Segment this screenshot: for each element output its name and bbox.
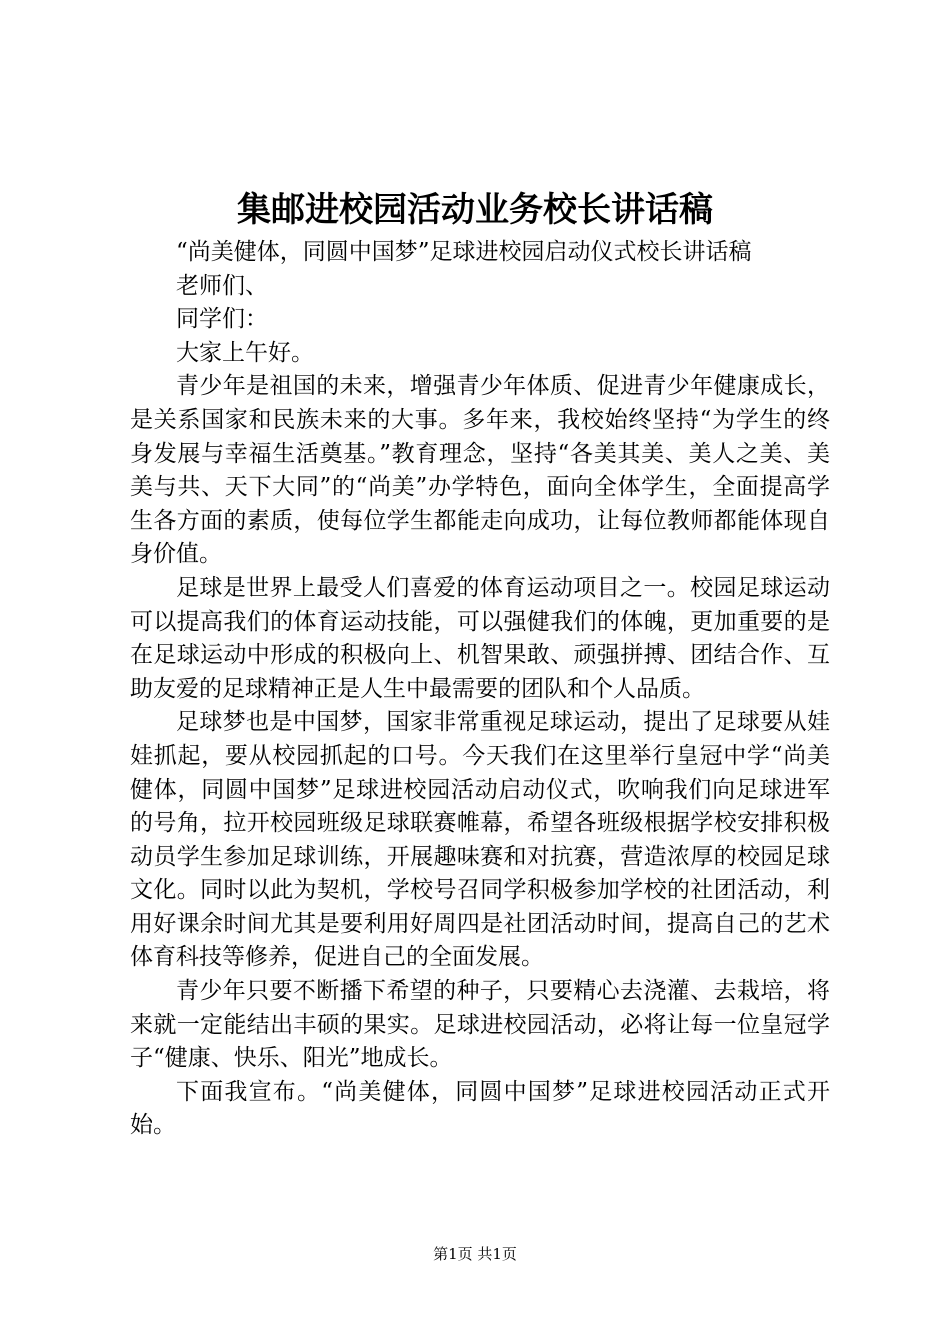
document-body: [130, 236, 830, 1143]
salutation-teachers: 老师们、: [176, 272, 268, 299]
body-paragraph: 足球是世界上最受人们喜爱的体育运动项目之一。校园足球运动可以提高我们的体育运动技能，可以强健我们的体魄，更加重要的是在足球运动中形成的积极向上、机智果敢、顽强拼搏、团结合作、互助友爱的足球精神正是人生中最需要的团队和个人品质。: [130, 574, 830, 702]
document-title: 集邮进校园活动业务校长讲话稿: [237, 190, 713, 230]
body-paragraph: 足球梦也是中国梦，国家非常重视足球运动，提出了足球要从娃娃抓起，要从校园抓起的口号。今天我们在这里举行皇冠中学“尚美健体，同圆中国梦”足球进校园活动启动仪式，吹响我们向足球进军的号角，拉开校园班级足球联赛帷幕，希望各班级根据学校安排积极动员学生参加足球训练，开展趣味赛和对抗赛，营造浓厚的校园足球文化。同时以此为契机，学校号召同学积极参加学校的社团活动，利用好课余时间尤其是要利用好周四是社团活动时间，提高自己的艺术体育科技等修养，促进自己的全面发展。: [130, 709, 830, 971]
speech-heading-line: “尚美健体，同圆中国梦”足球进校园启动仪式校长讲话稿: [176, 239, 752, 265]
body-paragraph: 青少年只要不断播下希望的种子，只要精心去浇灌、去栽培，将来就一定能结出丰硕的果实。足球进校园活动，必将让每一位皇冠学子“健康、快乐、阳光”地成长。: [130, 978, 830, 1072]
greeting: 大家上午好。: [176, 339, 314, 366]
page-number-footer: 第1页 共1页: [433, 1245, 517, 1263]
salutation-students: 同学们：: [176, 306, 268, 333]
closing-announcement: 下面我宣布。“尚美健体，同圆中国梦”足球进校园活动正式开始。: [130, 1078, 830, 1139]
body-paragraph: 青少年是祖国的未来，增强青少年体质、促进青少年健康成长，是关系国家和民族未来的大事。多年来，我校始终坚持“为学生的终身发展与幸福生活奠基。”教育理念，坚持“各美其美、美人之美、美美与共、天下大同”的“尚美”办学特色，面向全体学生，全面提高学生各方面的素质，使每位学生都能走向成功，让每位教师都能体现自身价值。: [130, 373, 830, 568]
